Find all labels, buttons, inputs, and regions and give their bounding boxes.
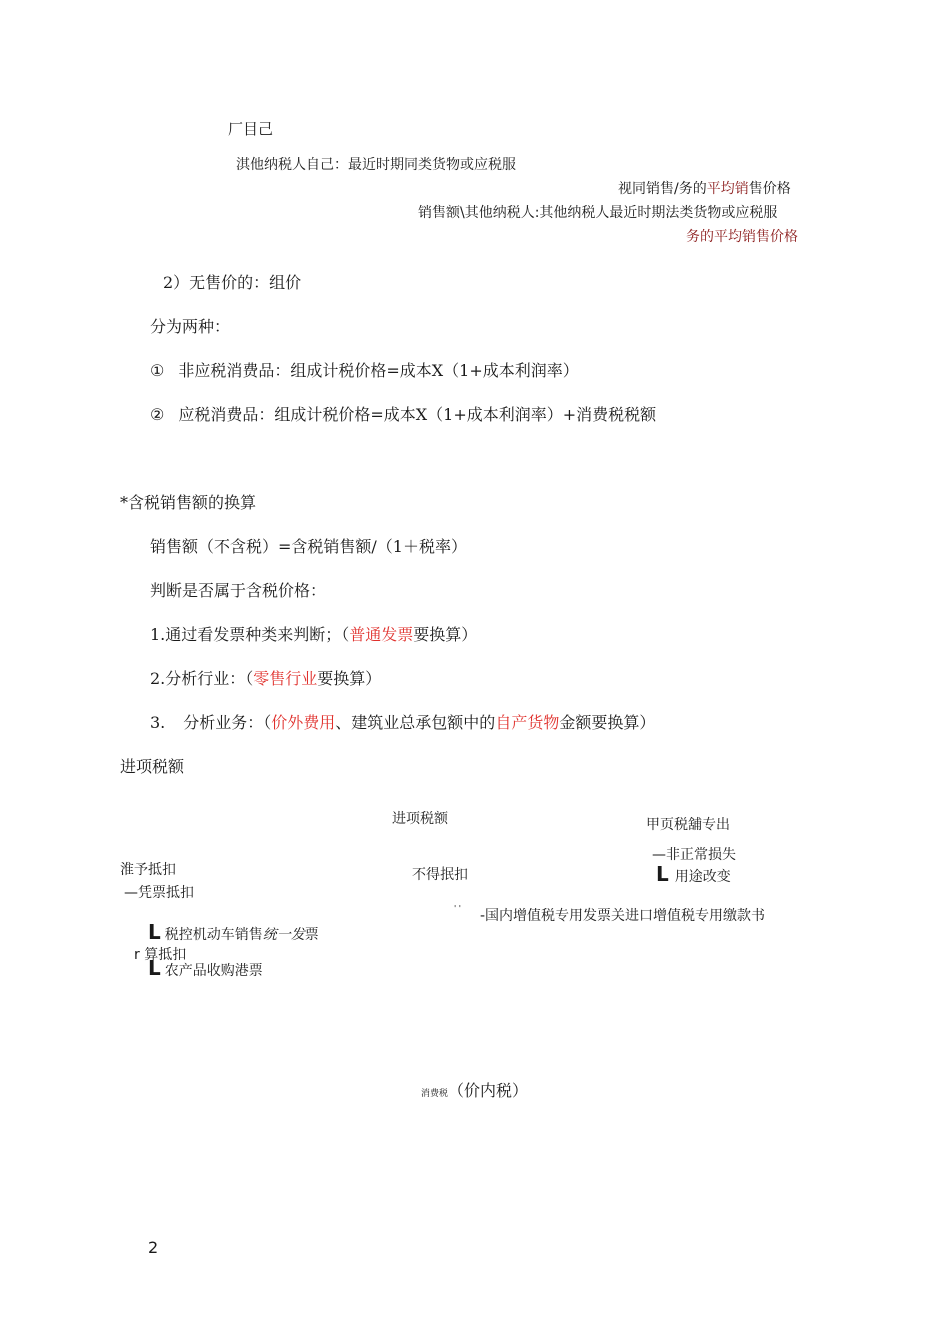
sales-formula: 销售额（不含税）=含税销售额/（1＋税率） bbox=[150, 537, 467, 556]
non-taxable-item bbox=[150, 358, 579, 381]
item-marker-1: ① bbox=[150, 361, 165, 380]
bracket-marker: L bbox=[148, 920, 161, 944]
diagram-invoice-deduct: —凭票抵扣 bbox=[124, 885, 194, 901]
bracket-marker: L bbox=[656, 862, 669, 886]
taxable-text: 应税消费品：组成计税价格=成本X（1+成本利润率）+消费税税额 bbox=[178, 405, 657, 424]
rule-1-highlight: 普通发票 bbox=[349, 625, 414, 644]
item-marker-2: ② bbox=[150, 405, 165, 424]
diagram-right-top: 甲页税舖专出 bbox=[646, 817, 730, 833]
diagram-farm-text: 农产品收购港票 bbox=[164, 963, 263, 979]
rule-3-post: 金额要换算） bbox=[559, 713, 656, 732]
top-line-3 bbox=[618, 178, 791, 198]
two-kinds-label: 分为两种： bbox=[150, 317, 231, 336]
diagram-vehicle-italic: 统一发 bbox=[262, 927, 305, 943]
rule-1-pre: 1.通过看发票种类来判断；（ bbox=[150, 625, 350, 644]
top-line-3b: 平均销 bbox=[706, 181, 749, 197]
diagram-deductible: 淮予抵扣 bbox=[120, 862, 176, 878]
input-tax-heading: 进项税额 bbox=[120, 757, 185, 776]
rule-2-post: 要换算） bbox=[317, 669, 382, 688]
rule-1-post: 要换算） bbox=[413, 625, 478, 644]
rule-3-number: 3. bbox=[150, 713, 166, 732]
top-line-1: 厂目己 bbox=[228, 120, 274, 138]
top-line-5: 务的平均销售价格 bbox=[686, 229, 798, 245]
rule-2-highlight: 零售行业 bbox=[253, 669, 318, 688]
diagram-dots: ' ' bbox=[454, 904, 461, 913]
rule-3-highlight-1: 价外费用 bbox=[271, 713, 336, 732]
diagram-calc-deduct: r 算抵扣 bbox=[134, 947, 187, 963]
consumption-tax-label: 消费税 bbox=[421, 1089, 449, 1099]
diagram-farm-invoice bbox=[148, 958, 263, 980]
rule-1 bbox=[150, 622, 477, 645]
taxable-item bbox=[150, 402, 656, 425]
tax-inclusive-heading: *含税销售额的换算 bbox=[120, 493, 257, 512]
diagram-center-label: 进项税额 bbox=[392, 811, 448, 827]
rule-3-highlight-2: 自产货物 bbox=[495, 713, 560, 732]
diagram-vehicle-invoice bbox=[148, 922, 319, 944]
diagram-invoice-types: -国内增值税专用发票关进口增值税专用缴款书 bbox=[480, 908, 766, 924]
consumption-tax-note: （价内税） bbox=[448, 1081, 529, 1100]
rule-2-pre: 2.分析行业：（ bbox=[150, 669, 254, 688]
rule-3 bbox=[150, 710, 655, 733]
diagram-abnormal-loss: —非正常损失 bbox=[652, 847, 736, 863]
top-line-3c: 售价格 bbox=[748, 181, 791, 197]
judge-label: 判断是否属于含税价格： bbox=[150, 581, 327, 600]
non-taxable-text: 非应税消费品：组成计税价格=成本X（1+成本利润率） bbox=[178, 361, 579, 380]
rule-3-mid: 、建筑业总承包额中的 bbox=[335, 713, 496, 732]
diagram-use-change-text: 用途改变 bbox=[674, 869, 731, 885]
bracket-marker: L bbox=[148, 956, 161, 980]
rule-3-pre: 分析业务：（ bbox=[183, 713, 272, 732]
consumption-tax-line bbox=[421, 1078, 528, 1101]
diagram-vehicle-text: 税控机动车销售 bbox=[164, 927, 263, 943]
page-number: 2 bbox=[148, 1238, 159, 1257]
top-line-4: 销售额\其他纳税人:其他纳税人最近时期法类货物或应税服 bbox=[418, 205, 778, 221]
diagram-non-deductible: 不得抿扣 bbox=[412, 867, 468, 883]
rule-2 bbox=[150, 666, 381, 689]
diagram-use-change bbox=[656, 864, 731, 886]
diagram-vehicle-end: 票 bbox=[304, 927, 319, 943]
top-line-2: 淇他纳税人自己：最近时期同类货物或应税服 bbox=[236, 157, 516, 173]
no-price-heading: 2）无售价的：组价 bbox=[163, 273, 302, 292]
top-line-3a: 视同销售/务的 bbox=[618, 181, 707, 197]
